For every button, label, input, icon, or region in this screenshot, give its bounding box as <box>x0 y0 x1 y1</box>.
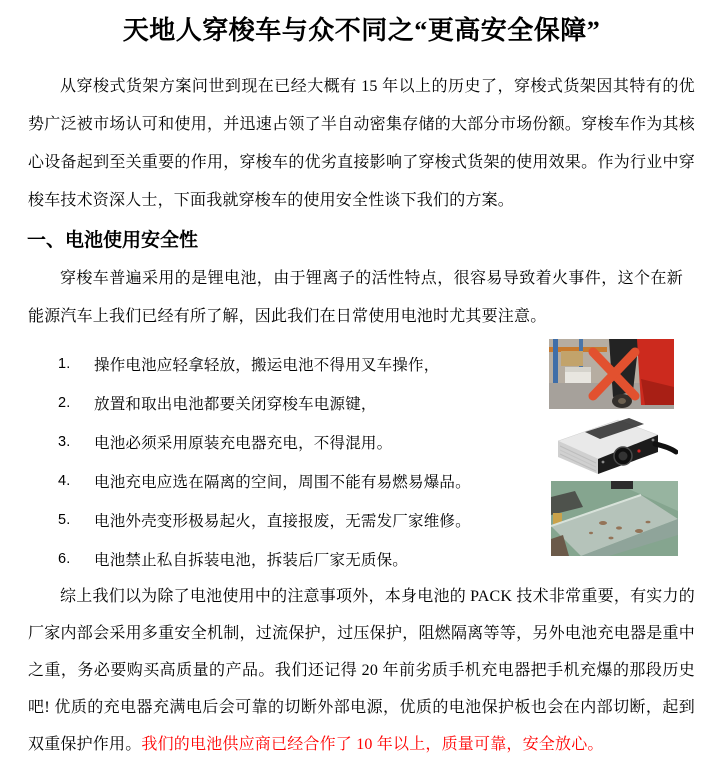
list-item <box>58 461 508 500</box>
closing-text-black: 综上我们以为除了电池使用中的注意事项外，本身电池的 PACK 技术非常重要，有实力的厂家内部会采用多重安全机制，过流保护，过压保护，阻燃隔离等等，另外电池充电器是重中之重，务必要购买高质量的产品。我们还记得 20 年前劣质手机充电器把手机充爆的那段历史吧! 优质的充电器充满电后会可靠的切断外部电源，优质的电池保护板也会在内部切断，起到双重保护作用。 <box>28 588 695 753</box>
list-item <box>58 344 508 383</box>
closing-paragraph <box>28 578 695 763</box>
closing-text-red: 我们的电池供应商已经合作了 10 年以上，质量可靠，安全放心。 <box>141 736 604 753</box>
battery-safety-list <box>58 344 508 578</box>
list-item-number: 3. <box>58 433 71 450</box>
list-item-number: 6. <box>58 550 71 567</box>
list-item-number: 2. <box>58 394 71 411</box>
list-item <box>58 383 508 422</box>
damaged-metal-beam-photo <box>551 481 678 556</box>
image-stack <box>543 339 679 556</box>
list-item-text: 操作电池应轻拿轻放，搬运电池不得用叉车操作， <box>94 356 440 374</box>
list-item-number: 5. <box>58 511 71 528</box>
list-item-text: 电池禁止私自拆装电池，拆装后厂家无质保。 <box>94 551 409 569</box>
list-item-text: 电池外壳变形极易起火，直接报废，无需发厂家维修。 <box>94 512 471 530</box>
list-item <box>58 539 508 578</box>
forklift-with-red-x-photo <box>549 339 674 409</box>
list-item-text: 放置和取出电池都要关闭穿梭车电源键， <box>94 395 377 413</box>
list-item <box>58 500 508 539</box>
section-heading: 一、电池使用安全性 <box>27 230 199 251</box>
section-intro-paragraph: 穿梭车普遍采用的是锂电池，由于锂离子的活性特点，很容易导致着火事件，这个在新能源汽车上我们已经有所了解，因此我们在日常使用电池时尤其要注意。 <box>28 270 683 325</box>
intro-paragraph: 从穿梭式货架方案问世到现在已经大概有 15 年以上的历史了，穿梭式货架因其特有的优势广泛被市场认可和使用，并迅速占领了半自动密集存储的大部分市场份额。穿梭车作为其核心设备起到至关重要的作用，穿梭车的优劣直接影响了穿梭式货架的使用效果。作为行业中穿梭车技术资深人士，下面我就穿梭车的使用安全性谈下我们的方案。 <box>28 78 695 209</box>
list-item-number: 1. <box>58 355 71 372</box>
battery-charger-photo <box>543 411 678 479</box>
list-item <box>58 422 508 461</box>
list-item-text: 电池必须采用原装充电器充电，不得混用。 <box>94 434 393 452</box>
page-title: 天地人穿梭车与众不同之“更高安全保障” <box>122 16 601 45</box>
list-item-text: 电池充电应选在隔离的空间，周围不能有易燃易爆品。 <box>94 473 471 491</box>
list-item-number: 4. <box>58 472 71 489</box>
